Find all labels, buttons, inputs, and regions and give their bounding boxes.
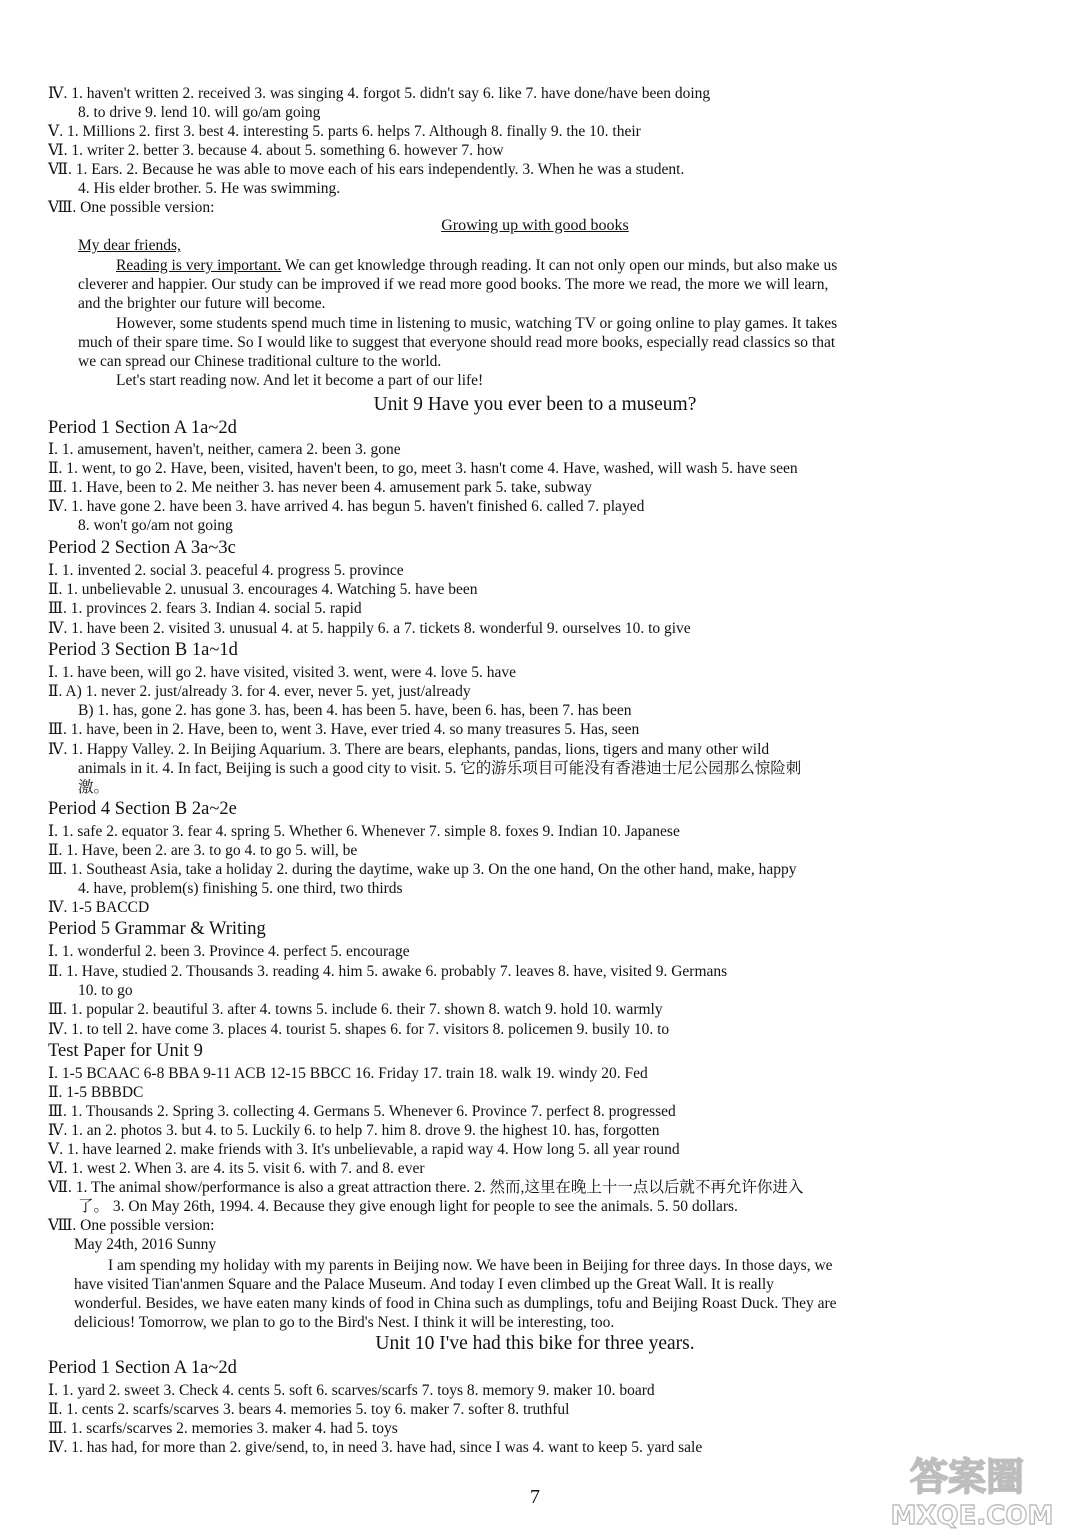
answer-line: 10. to go bbox=[78, 982, 133, 999]
essay-line bbox=[78, 256, 1002, 275]
essay-line: we can spread our Chinese traditional culture to the world. bbox=[78, 353, 442, 370]
answer-line: Ⅱ. 1. went, to go 2. Have, been, visited, haven't been, to go, meet 3. hasn't come 4. Have, washed, will wash 5. have seen bbox=[48, 460, 798, 477]
answer-line: Ⅷ. One possible version: bbox=[48, 199, 215, 216]
essay-line: delicious! Tomorrow, we plan to go to the Bird's Nest. I think it will be interesting, too. bbox=[74, 1314, 615, 1331]
essay-title: Growing up with good books bbox=[441, 217, 629, 234]
answer-line: Ⅵ. 1. writer 2. better 3. because 4. about 5. something 6. however 7. how bbox=[48, 142, 504, 159]
answer-line: Ⅲ. 1. Thousands 2. Spring 3. collecting 4. Germans 5. Whenever 6. Province 7. perfect 8. progressed bbox=[48, 1103, 676, 1120]
answer-line: Ⅲ. 1. Have, been to 2. Me neither 3. has never been 4. amusement park 5. take, subway bbox=[48, 479, 592, 496]
essay-line: wonderful. Besides, we have eaten many kinds of food in China such as dumplings, tofu and Beijing Roast Duck. They are bbox=[74, 1295, 837, 1312]
essay-greeting: My dear friends, bbox=[78, 237, 181, 254]
answer-line: Ⅰ. 1. wonderful 2. been 3. Province 4. perfect 5. encourage bbox=[48, 943, 410, 960]
page-number: 7 bbox=[530, 1486, 540, 1508]
answer-line: Ⅱ. 1. unbelievable 2. unusual 3. encourages 4. Watching 5. have been bbox=[48, 581, 478, 598]
watermark-text: 答案圈 bbox=[909, 1455, 1025, 1499]
answer-line: Ⅰ. 1. yard 2. sweet 3. Check 4. cents 5. soft 6. scarves/scarfs 7. toys 8. memory 9. maker 10. board bbox=[48, 1382, 655, 1399]
answer-line: 激。 bbox=[78, 779, 110, 796]
answer-line: Ⅳ. 1. have gone 2. have been 3. have arrived 4. has begun 5. haven't finished 6. called 7. played bbox=[48, 498, 645, 515]
watermark-logo bbox=[872, 1446, 1062, 1532]
answer-line: Ⅱ. 1-5 BBBDC bbox=[48, 1084, 144, 1101]
answer-line: Ⅱ. 1. cents 2. scarfs/scarves 3. bears 4. memories 5. toy 6. maker 7. softer 8. truthful bbox=[48, 1401, 570, 1418]
period-heading: Period 4 Section B 2a~2e bbox=[48, 799, 237, 819]
answer-line: Ⅳ. 1. to tell 2. have come 3. places 4. tourist 5. shapes 6. for 7. visitors 8. policemen 9. busily 10. to bbox=[48, 1021, 670, 1038]
answer-line: Ⅴ. 1. have learned 2. make friends with 3. It's unbelievable, a rapid way 4. How long 5. all year round bbox=[48, 1141, 680, 1158]
diary-date: May 24th, 2016 Sunny bbox=[74, 1236, 217, 1253]
unit-title: Unit 10 I've had this bike for three years. bbox=[375, 1333, 695, 1354]
answer-line: Ⅳ. 1-5 BACCD bbox=[48, 899, 150, 916]
answer-line: Ⅳ. 1. Happy Valley. 2. In Beijing Aquarium. 3. There are bears, elephants, pandas, lions, tigers and many other wild bbox=[48, 741, 770, 758]
answer-line: 4. His elder brother. 5. He was swimming. bbox=[78, 180, 341, 197]
answer-line: Ⅷ. One possible version: bbox=[48, 1217, 215, 1234]
period-heading: Period 3 Section B 1a~1d bbox=[48, 640, 238, 660]
answer-line: Ⅲ. 1. popular 2. beautiful 3. after 4. towns 5. include 6. their 7. shown 8. watch 9. hold 10. warmly bbox=[48, 1001, 663, 1018]
period-heading: Period 1 Section A 1a~2d bbox=[48, 1358, 237, 1378]
answer-line: Ⅳ. 1. haven't written 2. received 3. was singing 4. forgot 5. didn't say 6. like 7. have done/have been doing bbox=[48, 85, 711, 102]
essay-topic-sentence: Reading is very important. bbox=[116, 257, 282, 274]
answer-line: Ⅰ. 1-5 BCAAC 6-8 BBA 9-11 ACB 12-15 BBCC 16. Friday 17. train 18. walk 19. windy 20. Fed bbox=[48, 1065, 648, 1082]
answer-line: Ⅰ. 1. safe 2. equator 3. fear 4. spring 5. Whether 6. Whenever 7. simple 8. foxes 9. Indian 10. Japanese bbox=[48, 823, 680, 840]
answer-line: Ⅲ. 1. have, been in 2. Have, been to, went 3. Have, ever tried 4. so many treasures 5. Has, seen bbox=[48, 721, 640, 738]
watermark-url: MXQE.COM bbox=[890, 1501, 1054, 1531]
essay-line-text: We can get knowledge through reading. It can not only open our minds, but also make us bbox=[281, 257, 838, 274]
answer-line: Ⅵ. 1. west 2. When 3. are 4. its 5. visit 6. with 7. and 8. ever bbox=[48, 1160, 425, 1177]
answer-line: Ⅱ. 1. Have, studied 2. Thousands 3. reading 4. him 5. awake 6. probably 7. leaves 8. have, visited 9. Germans bbox=[48, 963, 728, 980]
answer-line: B) 1. has, gone 2. has gone 3. has, been 4. has been 5. have, been 6. has, been 7. has been bbox=[78, 702, 632, 719]
answer-line: Ⅲ. 1. Southeast Asia, take a holiday 2. during the daytime, wake up 3. On the one hand, On the other hand, make, happy bbox=[48, 861, 797, 878]
period-heading: Period 2 Section A 3a~3c bbox=[48, 538, 236, 558]
answer-line: Ⅴ. 1. Millions 2. first 3. best 4. interesting 5. parts 6. helps 7. Although 8. finally 9. the 10. their bbox=[48, 123, 641, 140]
answer-line: Ⅲ. 1. scarfs/scarves 2. memories 3. maker 4. had 5. toys bbox=[48, 1420, 398, 1437]
essay-line: However, some students spend much time in listening to music, watching TV or going online to play games. It takes bbox=[116, 315, 838, 332]
essay-line: and the brighter our future will become. bbox=[78, 295, 326, 312]
answer-line: Ⅰ. 1. have been, will go 2. have visited, visited 3. went, were 4. love 5. have bbox=[48, 664, 516, 681]
answer-line: Ⅶ. 1. The animal show/performance is also a great attraction there. 2. 然而,这里在晚上十一点以后就不再允许你进入 bbox=[48, 1179, 804, 1196]
answer-line: 8. won't go/am not going bbox=[78, 517, 233, 534]
answer-line: Ⅰ. 1. invented 2. social 3. peaceful 4. progress 5. province bbox=[48, 562, 404, 579]
answer-line: Ⅱ. A) 1. never 2. just/already 3. for 4. ever, never 5. yet, just/already bbox=[48, 683, 471, 700]
answer-line: 8. to drive 9. lend 10. will go/am going bbox=[78, 104, 321, 121]
answer-line: animals in it. 4. In fact, Beijing is such a good city to visit. 5. 它的游乐项目可能没有香港迪士尼公园那么惊险刺 bbox=[78, 760, 802, 777]
essay-line: I am spending my holiday with my parents in Beijing now. We have been in Beijing for three days. In those days, we bbox=[108, 1257, 833, 1274]
period-heading: Period 5 Grammar & Writing bbox=[48, 919, 266, 939]
essay-line: Let's start reading now. And let it become a part of our life! bbox=[116, 372, 484, 389]
answer-line: 了。 3. On May 26th, 1994. 4. Because they give enough light for people to see the animals. 5. 50 dollars. bbox=[78, 1198, 738, 1215]
answer-line: Ⅳ. 1. have been 2. visited 3. unusual 4. at 5. happily 6. a 7. tickets 8. wonderful 9. ourselves 10. to give bbox=[48, 620, 691, 637]
answer-line: Ⅳ. 1. an 2. photos 3. but 4. to 5. Luckily 6. to help 7. him 8. drove 9. the highest 10. has, forgotten bbox=[48, 1122, 660, 1139]
essay-line: have visited Tian'anmen Square and the Palace Museum. And today I even climbed up the Great Wall. It is really bbox=[74, 1276, 774, 1293]
essay-line: much of their spare time. So I would like to suggest that everyone should read more books, especially read classics so that bbox=[78, 334, 836, 351]
answer-line: Ⅲ. 1. provinces 2. fears 3. Indian 4. social 5. rapid bbox=[48, 600, 362, 617]
answer-line: 4. have, problem(s) finishing 5. one third, two thirds bbox=[78, 880, 403, 897]
answer-line: Ⅳ. 1. has had, for more than 2. give/send, to, in need 3. have had, since I was 4. want to keep 5. yard sale bbox=[48, 1439, 703, 1456]
answer-line: Ⅱ. 1. Have, been 2. are 3. to go 4. to go 5. will, be bbox=[48, 842, 358, 859]
essay-line: cleverer and happier. Our study can be improved if we read more good books. The more we read, the more we will learn, bbox=[78, 276, 829, 293]
answer-line: Ⅶ. 1. Ears. 2. Because he was able to move each of his ears independently. 3. When he was a student. bbox=[48, 161, 685, 178]
unit-title: Unit 9 Have you ever been to a museum? bbox=[373, 394, 697, 415]
period-heading: Period 1 Section A 1a~2d bbox=[48, 418, 237, 438]
test-paper-heading: Test Paper for Unit 9 bbox=[48, 1041, 203, 1061]
answer-line: Ⅰ. 1. amusement, haven't, neither, camera 2. been 3. gone bbox=[48, 441, 401, 458]
